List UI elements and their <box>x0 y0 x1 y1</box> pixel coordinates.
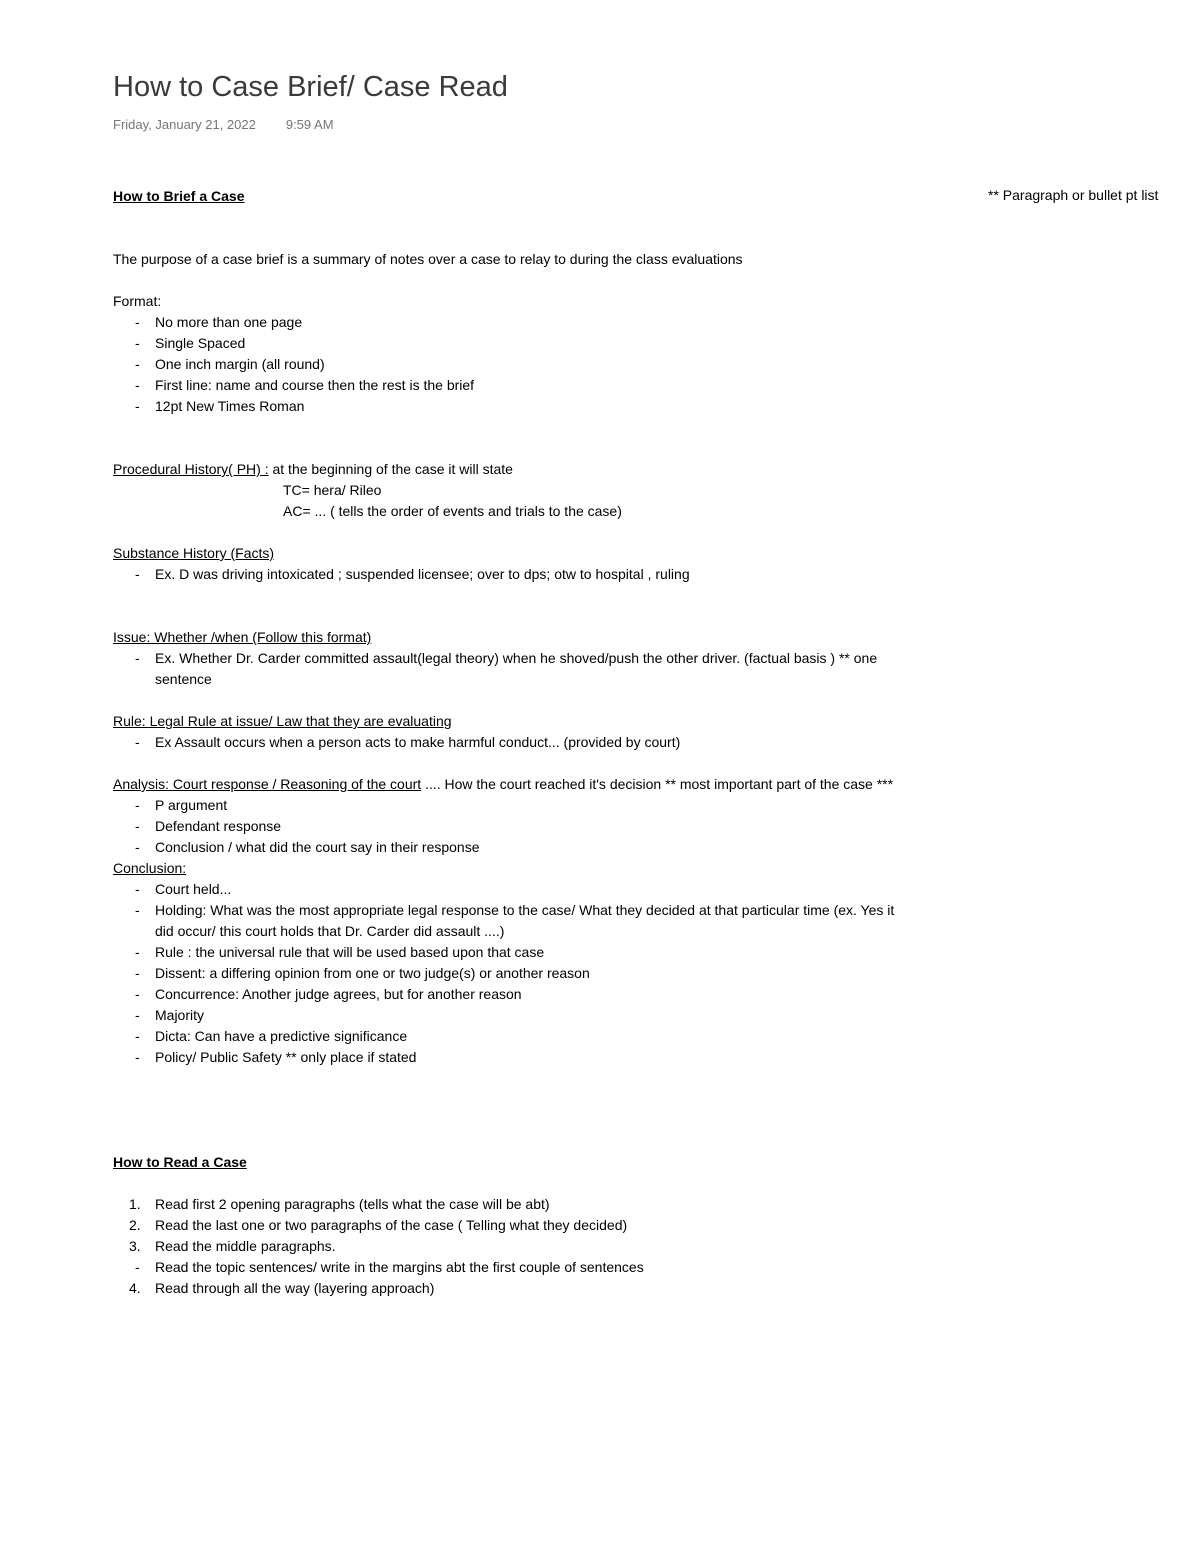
procedural-text: at the beginning of the case it will state <box>268 461 513 477</box>
note-body <box>113 186 943 1299</box>
procedural-label: Procedural History( PH) : <box>113 461 269 477</box>
rule-label: Rule: Legal Rule at issue/ Law that they are evaluating <box>113 713 452 729</box>
list-item: - Ex Assault occurs when a person acts to make harmful conduct... (provided by court) <box>113 732 943 753</box>
list-marker: 1. <box>129 1196 141 1212</box>
conclusion-label: Conclusion: <box>113 860 187 876</box>
list-item: - P argument <box>113 795 943 816</box>
list-marker: - <box>135 1259 140 1275</box>
list-item: - First line: name and course then the rest is the brief <box>113 375 943 396</box>
list-item: - Court held... <box>113 879 943 900</box>
page-time: 9:59 AM <box>285 117 334 132</box>
conclusion-list <box>113 879 943 1068</box>
list-item-text: Read the topic sentences/ write in the margins abt the first couple of sentences <box>155 1259 644 1275</box>
page-title: How to Case Brief/ Case Read <box>113 71 508 103</box>
list-item-text: Read the last one or two paragraphs of the case ( Telling what they decided) <box>155 1217 628 1233</box>
format-list <box>113 312 943 417</box>
list-item: - Rule : the universal rule that will be used based upon that case <box>113 942 943 963</box>
list-item <box>113 1236 943 1257</box>
side-note: ** Paragraph or bullet pt list <box>988 187 1159 203</box>
analysis-text: .... How the court reached it's decision ** most important part of the case *** <box>421 776 894 792</box>
analysis-paragraph <box>113 774 943 795</box>
list-item: - One inch margin (all round) <box>113 354 943 375</box>
list-item: - 12pt New Times Roman <box>113 396 943 417</box>
substance-label: Substance History (Facts) <box>113 545 275 561</box>
list-item: - Dicta: Can have a predictive significance <box>113 1026 943 1047</box>
list-item: - Defendant response <box>113 816 943 837</box>
format-label: Format: <box>113 293 162 309</box>
list-item-text: Read first 2 opening paragraphs (tells what the case will be abt) <box>155 1196 550 1212</box>
procedural-line-tc: TC= hera/ Rileo <box>283 482 382 498</box>
list-item <box>113 1257 943 1278</box>
list-item: - Policy/ Public Safety ** only place if stated <box>113 1047 943 1068</box>
list-item: - Single Spaced <box>113 333 943 354</box>
read-heading: How to Read a Case <box>113 1154 247 1170</box>
issue-label: Issue: Whether /when (Follow this format) <box>113 629 372 645</box>
analysis-label: Analysis: Court response / Reasoning of the court <box>113 776 422 792</box>
list-item-text: Read through all the way (layering approach) <box>155 1280 435 1296</box>
list-item: - Ex. Whether Dr. Carder committed assault(legal theory) when he shoved/push the other driver. (factual basis ) ** one sentence <box>113 648 943 690</box>
list-marker: 4. <box>129 1280 141 1296</box>
page-date: Friday, January 21, 2022 <box>113 117 256 132</box>
list-marker: 2. <box>129 1217 141 1233</box>
list-item <box>113 1194 943 1215</box>
list-item: - No more than one page <box>113 312 943 333</box>
list-item <box>113 1278 943 1299</box>
procedural-line-ac: AC= ... ( tells the order of events and trials to the case) <box>283 503 622 519</box>
rule-list <box>113 732 943 753</box>
page-meta <box>113 117 334 132</box>
list-item: - Dissent: a differing opinion from one or two judge(s) or another reason <box>113 963 943 984</box>
list-item: - Conclusion / what did the court say in their response <box>113 837 943 858</box>
analysis-list <box>113 795 943 858</box>
list-item: - Holding: What was the most appropriate legal response to the case/ What they decided at that particular time (ex. Yes it did occur/ this court holds that Dr. Carder did assault ....) <box>113 900 943 942</box>
substance-list <box>113 564 943 585</box>
brief-heading: How to Brief a Case <box>113 188 245 204</box>
read-steps-list <box>113 1194 943 1299</box>
list-item-text: Read the middle paragraphs. <box>155 1238 336 1254</box>
issue-list <box>113 648 943 690</box>
purpose-text: The purpose of a case brief is a summary of notes over a case to relay to during the class evaluations <box>113 251 743 267</box>
list-item: - Ex. D was driving intoxicated ; suspended licensee; over to dps; otw to hospital , ruling <box>113 564 943 585</box>
procedural-history <box>113 459 943 480</box>
list-marker: 3. <box>129 1238 141 1254</box>
list-item: - Concurrence: Another judge agrees, but for another reason <box>113 984 943 1005</box>
list-item: - Majority <box>113 1005 943 1026</box>
list-item <box>113 1215 943 1236</box>
